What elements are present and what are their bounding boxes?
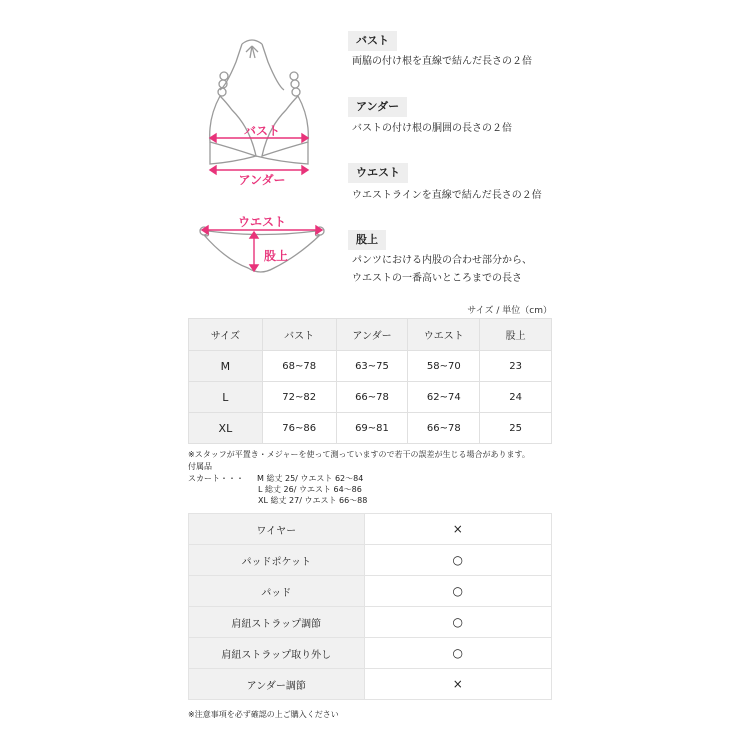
bikini-bottom-drawing <box>200 227 324 272</box>
feature-row <box>189 607 552 638</box>
table-cell: 23 <box>480 351 552 382</box>
table-row <box>189 382 552 413</box>
feature-row <box>189 545 552 576</box>
feature-value: ○ <box>364 607 551 638</box>
table-cell: 66~78 <box>408 413 480 444</box>
feature-name: 肩紐ストラップ調節 <box>189 607 365 638</box>
table-cell: 25 <box>480 413 552 444</box>
definition-label-waist: ウエスト <box>348 163 408 183</box>
skirt-prefix: スカート・・・ <box>188 474 244 483</box>
table-cell: 72~82 <box>262 382 336 413</box>
table-cell: 63~75 <box>336 351 408 382</box>
header-bust: バスト <box>262 319 336 351</box>
table-cell: 62~74 <box>408 382 480 413</box>
feature-name: パッド <box>189 576 365 607</box>
bust-label: バスト <box>243 124 281 138</box>
feature-row <box>189 669 552 700</box>
feature-row <box>189 576 552 607</box>
table-cell: 58~70 <box>408 351 480 382</box>
bottom-note: ※注意事項を必ず確認の上ご購入ください <box>188 710 339 719</box>
feature-value: ○ <box>364 638 551 669</box>
definition-text-rise-2: ウエストの一番高いところまでの長さ <box>352 273 522 284</box>
rise-measure-line <box>250 232 258 271</box>
definition-label-under: アンダー <box>348 97 407 117</box>
feature-name: アンダー調節 <box>189 669 365 700</box>
definition-label-bust: バスト <box>348 31 397 51</box>
under-label: アンダー <box>238 173 286 187</box>
table-row <box>189 413 552 444</box>
size-table <box>188 318 552 444</box>
table-cell: 68~78 <box>262 351 336 382</box>
table-cell: 69~81 <box>336 413 408 444</box>
feature-value: × <box>364 514 551 545</box>
definition-text-under: バストの付け根の胴囲の長さの２倍 <box>352 123 512 134</box>
feature-row <box>189 514 552 545</box>
definition-label-rise: 股上 <box>348 230 386 250</box>
staff-note: ※スタッフが平置き・メジャーを使って測っていますので若干の誤差が生じる場合があります。 <box>188 450 530 459</box>
table-cell: 24 <box>480 382 552 413</box>
header-size: サイズ <box>189 319 263 351</box>
table-cell: 66~78 <box>336 382 408 413</box>
rise-label: 股上 <box>263 249 289 263</box>
header-waist: ウエスト <box>408 319 480 351</box>
header-under: アンダー <box>336 319 408 351</box>
feature-row <box>189 638 552 669</box>
feature-name: パッドポケット <box>189 545 365 576</box>
measurement-illustration <box>180 30 340 280</box>
feature-value: × <box>364 669 551 700</box>
waist-label: ウエスト <box>237 215 287 229</box>
size-cell: M <box>189 351 263 382</box>
feature-value: ○ <box>364 545 551 576</box>
table-cell: 76~86 <box>262 413 336 444</box>
feature-name: 肩紐ストラップ取り外し <box>189 638 365 669</box>
feature-table <box>188 513 552 700</box>
size-cell: L <box>189 382 263 413</box>
feature-value: ○ <box>364 576 551 607</box>
bikini-top-drawing <box>210 40 309 164</box>
feature-name: ワイヤー <box>189 514 365 545</box>
header-rise: 股上 <box>480 319 552 351</box>
skirt-size-xl: XL 総丈 27/ ウエスト 66～88 <box>258 496 368 505</box>
definition-text-rise-1: パンツにおける内股の合わせ部分から、 <box>352 255 532 266</box>
definition-text-bust: 両脇の付け根を直線で結んだ長さの２倍 <box>352 56 532 67</box>
skirt-size-l: L 総丈 26/ ウエスト 64～86 <box>258 485 362 494</box>
skirt-size-m: M 総丈 25/ ウエスト 62～84 <box>257 474 364 483</box>
table-row <box>189 351 552 382</box>
size-cell: XL <box>189 413 263 444</box>
definition-text-waist: ウエストラインを直線で結んだ長さの２倍 <box>352 190 542 201</box>
size-table-header <box>189 319 552 351</box>
unit-note: サイズ / 単位（cm） <box>467 306 552 316</box>
accessory-title: 付属品 <box>188 462 212 471</box>
